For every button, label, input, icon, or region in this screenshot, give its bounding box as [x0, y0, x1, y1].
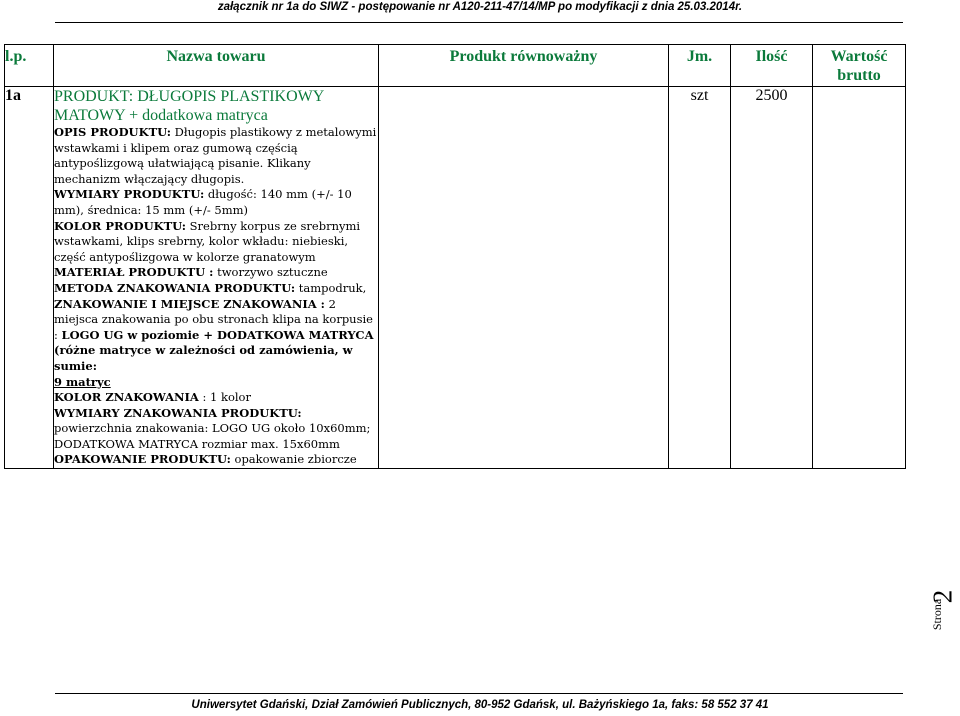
kolor-znakowania-label: KOLOR ZNAKOWANIA: [54, 390, 199, 405]
material-text: tworzywo sztuczne: [213, 265, 328, 280]
table-header-row: [5, 45, 906, 87]
miejsce-label: ZNAKOWANIE I MIEJSCE ZNAKOWANIA :: [54, 296, 325, 311]
header-unit: Jm.: [669, 45, 731, 87]
product-title: PRODUKT: DŁUGOPIS PLASTIKOWY MATOWY + dodatkowa matryca: [54, 88, 324, 124]
product-table: [4, 44, 906, 469]
wymiary-znakowania-text: powierzchnia znakowania: LOGO UG około 10x60mm; DODATKOWA MATRYCA rozmiar max. 15x60mm: [54, 421, 371, 451]
kolor-label: KOLOR PRODUKTU:: [54, 218, 187, 233]
header-qty: Ilość: [731, 45, 813, 87]
miejsce-text: 2 miejsca znakowania po obu stronach klipa na korpusie :: [54, 296, 373, 342]
header-lp: l.p.: [5, 45, 54, 87]
header-value: Wartość brutto: [813, 45, 906, 87]
unit-cell: szt: [669, 87, 731, 469]
page-number: 2: [927, 589, 958, 604]
matryc-count: 9 matryc: [54, 374, 111, 389]
material-label: MATERIAŁ PRODUKTU :: [54, 265, 214, 280]
kolor-text: Srebrny korpus ze srebrnymi wstawkami, klips srebrny, kolor wkładu: niebieski, część antypoślizgowa w kolorze granatowym: [54, 218, 361, 264]
document-footer: Uniwersytet Gdański, Dział Zamówień Publicznych, 80-952 Gdańsk, ul. Bażyńskiego 1a, faks: 58 552 37 41: [191, 699, 769, 711]
opis-text: Długopis plastikowy z metalowymi wstawkami i klipem oraz gumową częścią antypoślizgową ułatwiającą pisanie. Klikany mechanizm włączający długopis.: [54, 125, 377, 186]
opakowanie-label: OPAKOWANIE PRODUKTU:: [54, 452, 231, 467]
miejsce-bold: LOGO UG w poziomie + DODATKOWA MATRYCA (różne matryce w zależności od zamówienia, w sumie:: [54, 327, 374, 373]
header-rule: [55, 22, 903, 23]
qty-cell: 2500: [731, 87, 813, 469]
wymiary-label: WYMIARY PRODUKTU:: [54, 187, 205, 202]
row-lp: 1a: [5, 87, 54, 469]
opis-label: OPIS PRODUKTU:: [54, 125, 171, 139]
value-cell: [813, 87, 906, 469]
footer-rule: [55, 693, 903, 694]
metoda-label: METODA ZNAKOWANIA PRODUKTU:: [54, 280, 296, 295]
wymiary-znakowania-label: WYMIARY ZNAKOWANIA PRODUKTU:: [54, 405, 302, 420]
kolor-znakowania-text: : 1 kolor: [198, 390, 251, 405]
header-equivalent: Produkt równoważny: [379, 45, 669, 87]
table-row: [5, 87, 906, 469]
document-header: załącznik nr 1a do SIWZ - postępowanie nr A120-211-47/14/MP po modyfikacji z dnia 25.03.2014r.: [217, 1, 743, 13]
page-word: Strona: [930, 598, 945, 631]
wymiary-text: długość: 140 mm (+/- 10 mm), średnica: 15 mm (+/- 5mm): [54, 187, 352, 217]
metoda-text: tampodruk,: [295, 280, 367, 295]
page-number-marker: [927, 583, 960, 643]
opakowanie-text: opakowanie zbiorcze: [230, 452, 357, 467]
product-description: [54, 87, 379, 469]
header-name: Nazwa towaru: [54, 45, 379, 87]
equivalent-cell: [379, 87, 669, 469]
